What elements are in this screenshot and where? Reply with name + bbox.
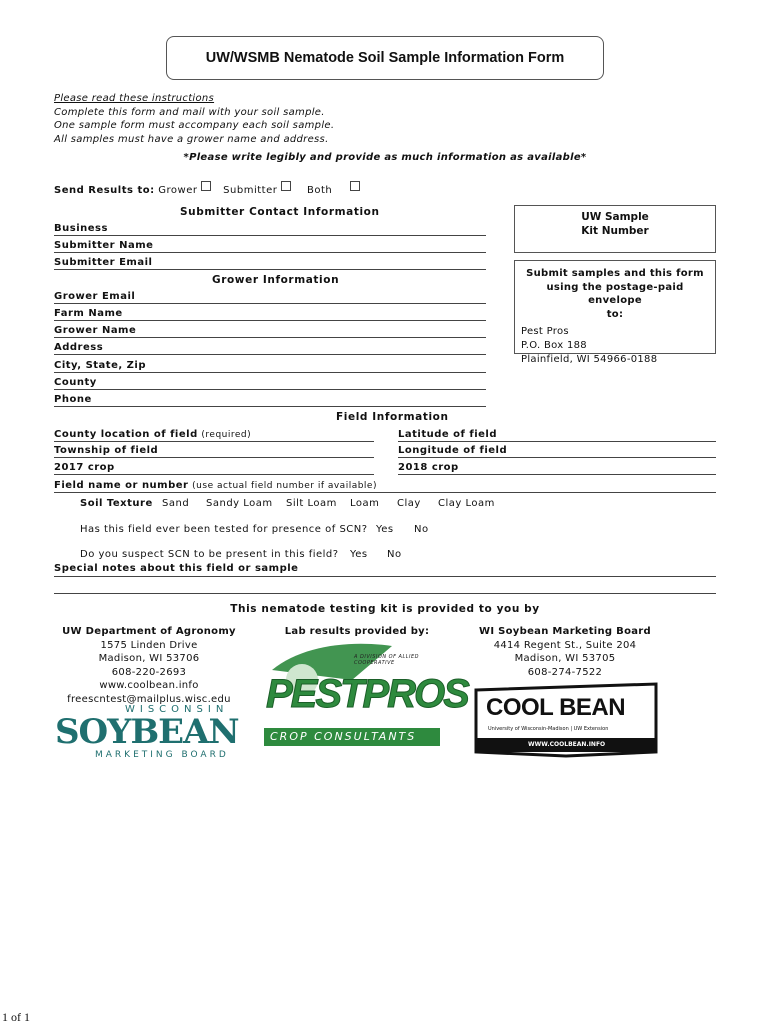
grower-email-label: Grower Email: [54, 291, 136, 302]
mail-address: [521, 325, 709, 367]
coolbean-logo: [472, 680, 660, 758]
address-line[interactable]: [54, 354, 486, 355]
lab-results-label: [262, 625, 452, 639]
longitude-label: Longitude of field: [398, 445, 508, 456]
submitter-email-label: Submitter Email: [54, 257, 153, 268]
township-line[interactable]: [54, 457, 374, 458]
grower-checkbox[interactable]: [201, 181, 211, 191]
mail-address-line: Plainfield, WI 54966-0188: [521, 354, 658, 365]
grower-email-line[interactable]: [54, 303, 486, 304]
grower-heading: Grower Information: [212, 274, 340, 286]
phone-label: Phone: [54, 394, 92, 405]
both-checkbox[interactable]: [350, 181, 360, 191]
latitude-line[interactable]: [398, 441, 716, 442]
lab-label: Lab results provided by:: [284, 626, 430, 637]
scn-suspect-no[interactable]: No: [387, 549, 402, 560]
grower-name-line[interactable]: [54, 337, 486, 338]
mail-heading-line: Submit samples and this form: [526, 268, 704, 279]
submitter-name-line[interactable]: [54, 252, 486, 253]
pestpros-subtitle: CROP CONSULTANTS: [270, 730, 417, 743]
mail-box-heading: [521, 267, 709, 321]
mail-address-line: P.O. Box 188: [521, 340, 587, 351]
instructions: [54, 92, 334, 146]
wsmb-contact: [470, 625, 660, 679]
wsmb-line: 608-274-7522: [527, 666, 603, 678]
mail-heading-line: to:: [606, 308, 624, 320]
scn-tested-no[interactable]: No: [414, 524, 429, 535]
option-both-label: Both: [307, 185, 333, 196]
phone-line[interactable]: [54, 406, 486, 407]
wsmb-soybean-logo: [55, 704, 245, 764]
farm-name-label: Farm Name: [54, 308, 123, 319]
uw-email: freescntest@mailplus.wisc.edu: [67, 693, 231, 705]
crop-2018-label: 2018 crop: [398, 462, 459, 473]
city-state-zip-label: City, State, Zip: [54, 360, 146, 371]
provided-by-heading: This nematode testing kit is provided to you by: [230, 603, 540, 615]
mail-instructions-box: [514, 260, 716, 365]
crop-2017-line[interactable]: [54, 474, 374, 475]
coolbean-subtitle: University of Wisconsin-Madison | UW Extension: [488, 726, 609, 732]
field-name-note: (use actual field number if available): [192, 481, 377, 491]
field-name-line[interactable]: [54, 492, 716, 493]
field-info-heading: Field Information: [336, 411, 449, 423]
scn-suspect-question: Do you suspect SCN to be present in this field?: [80, 549, 339, 560]
soil-sand-option[interactable]: Sand: [162, 498, 190, 509]
city-state-zip-line[interactable]: [54, 372, 486, 373]
logo-marketing-board-text: MARKETING BOARD: [95, 750, 229, 760]
instruction-line: One sample form must accompany each soil sample.: [54, 120, 335, 132]
township-label: Township of field: [54, 445, 159, 456]
mail-address-line: Pest Pros: [521, 326, 569, 337]
county-location-row: [54, 429, 251, 440]
crop-2017-label: 2017 crop: [54, 462, 115, 473]
required-note: (required): [201, 430, 252, 440]
coolbean-wordmark: COOL BEAN: [486, 694, 626, 721]
pestpros-tagline: A DIVISION OF ALLIED COOPERATIVE: [354, 654, 420, 666]
mail-heading-line: using the postage-paid envelope: [546, 281, 684, 306]
field-name-label: Field name or number: [54, 480, 189, 491]
scn-tested-yes[interactable]: Yes: [376, 524, 394, 535]
submitter-email-line[interactable]: [54, 269, 486, 270]
farm-name-line[interactable]: [54, 320, 486, 321]
submitter-heading: Submitter Contact Information: [180, 206, 380, 218]
uw-name: UW Department of Agronomy: [62, 626, 236, 637]
scn-tested-question: Has this field ever been tested for presence of SCN?: [80, 524, 368, 535]
kit-number-box: [514, 205, 716, 253]
submitter-checkbox[interactable]: [281, 181, 291, 191]
wsmb-name: WI Soybean Marketing Board: [478, 626, 651, 637]
instructions-heading: Please read these instructions: [54, 93, 215, 104]
logo-wisconsin-text: WISCONSIN: [125, 704, 229, 715]
form-title: UW/WSMB Nematode Soil Sample Information Form: [166, 36, 604, 80]
latitude-label: Latitude of field: [398, 429, 497, 440]
uw-website: www.coolbean.info: [99, 680, 199, 691]
submitter-name-label: Submitter Name: [54, 240, 154, 251]
pestpros-wordmark: PESTPROS: [266, 672, 468, 716]
uw-agronomy-contact: [54, 625, 244, 706]
special-notes-label: Special notes about this field or sample: [54, 563, 299, 574]
option-submitter-label: Submitter: [223, 185, 278, 196]
soil-clay-option[interactable]: Clay: [397, 498, 421, 509]
soil-clay-loam-option[interactable]: Clay Loam: [438, 498, 495, 509]
county-location-label: County location of field: [54, 429, 198, 440]
soil-texture-label: Soil Texture: [80, 498, 153, 509]
county-label: County: [54, 377, 97, 388]
business-label: Business: [54, 223, 108, 234]
page-number: 1 of 1: [2, 1010, 30, 1024]
county-location-line[interactable]: [54, 441, 374, 442]
pestpros-logo: [262, 640, 468, 750]
uw-line: 608-220-2693: [111, 666, 187, 678]
instruction-line: All samples must have a grower name and address.: [54, 133, 329, 145]
soil-sandy-loam-option[interactable]: Sandy Loam: [206, 498, 273, 509]
wsmb-line: Madison, WI 53705: [514, 653, 616, 664]
logo-soybean-text: SOYBEAN: [55, 712, 239, 752]
wsmb-line: 4414 Regent St., Suite 204: [493, 639, 637, 651]
uw-line: Madison, WI 53706: [98, 653, 200, 664]
legible-note: *Please write legibly and provide as much information as available*: [183, 152, 587, 163]
crop-2018-line[interactable]: [398, 474, 716, 475]
field-name-row: [54, 480, 377, 491]
uw-line: 1575 Linden Drive: [100, 639, 198, 651]
special-notes-line[interactable]: [54, 576, 716, 577]
soil-loam-option[interactable]: Loam: [350, 498, 380, 509]
kit-box-line: Kit Number: [581, 225, 649, 237]
address-label: Address: [54, 342, 104, 353]
county-line[interactable]: [54, 389, 486, 390]
option-grower-label: Grower: [158, 185, 198, 196]
longitude-line[interactable]: [398, 457, 716, 458]
kit-box-line: UW Sample: [581, 211, 649, 223]
soil-silt-loam-option[interactable]: Silt Loam: [286, 498, 337, 509]
grower-name-label: Grower Name: [54, 325, 137, 336]
coolbean-url: WWW.COOLBEAN.INFO: [528, 741, 606, 748]
send-results-label: Send Results to:: [54, 185, 155, 196]
scn-suspect-yes[interactable]: Yes: [350, 549, 368, 560]
business-line[interactable]: [54, 235, 486, 236]
special-notes-line-2[interactable]: [54, 593, 716, 594]
send-results-row: [54, 181, 360, 196]
instruction-line: Complete this form and mail with your soil sample.: [54, 106, 325, 118]
